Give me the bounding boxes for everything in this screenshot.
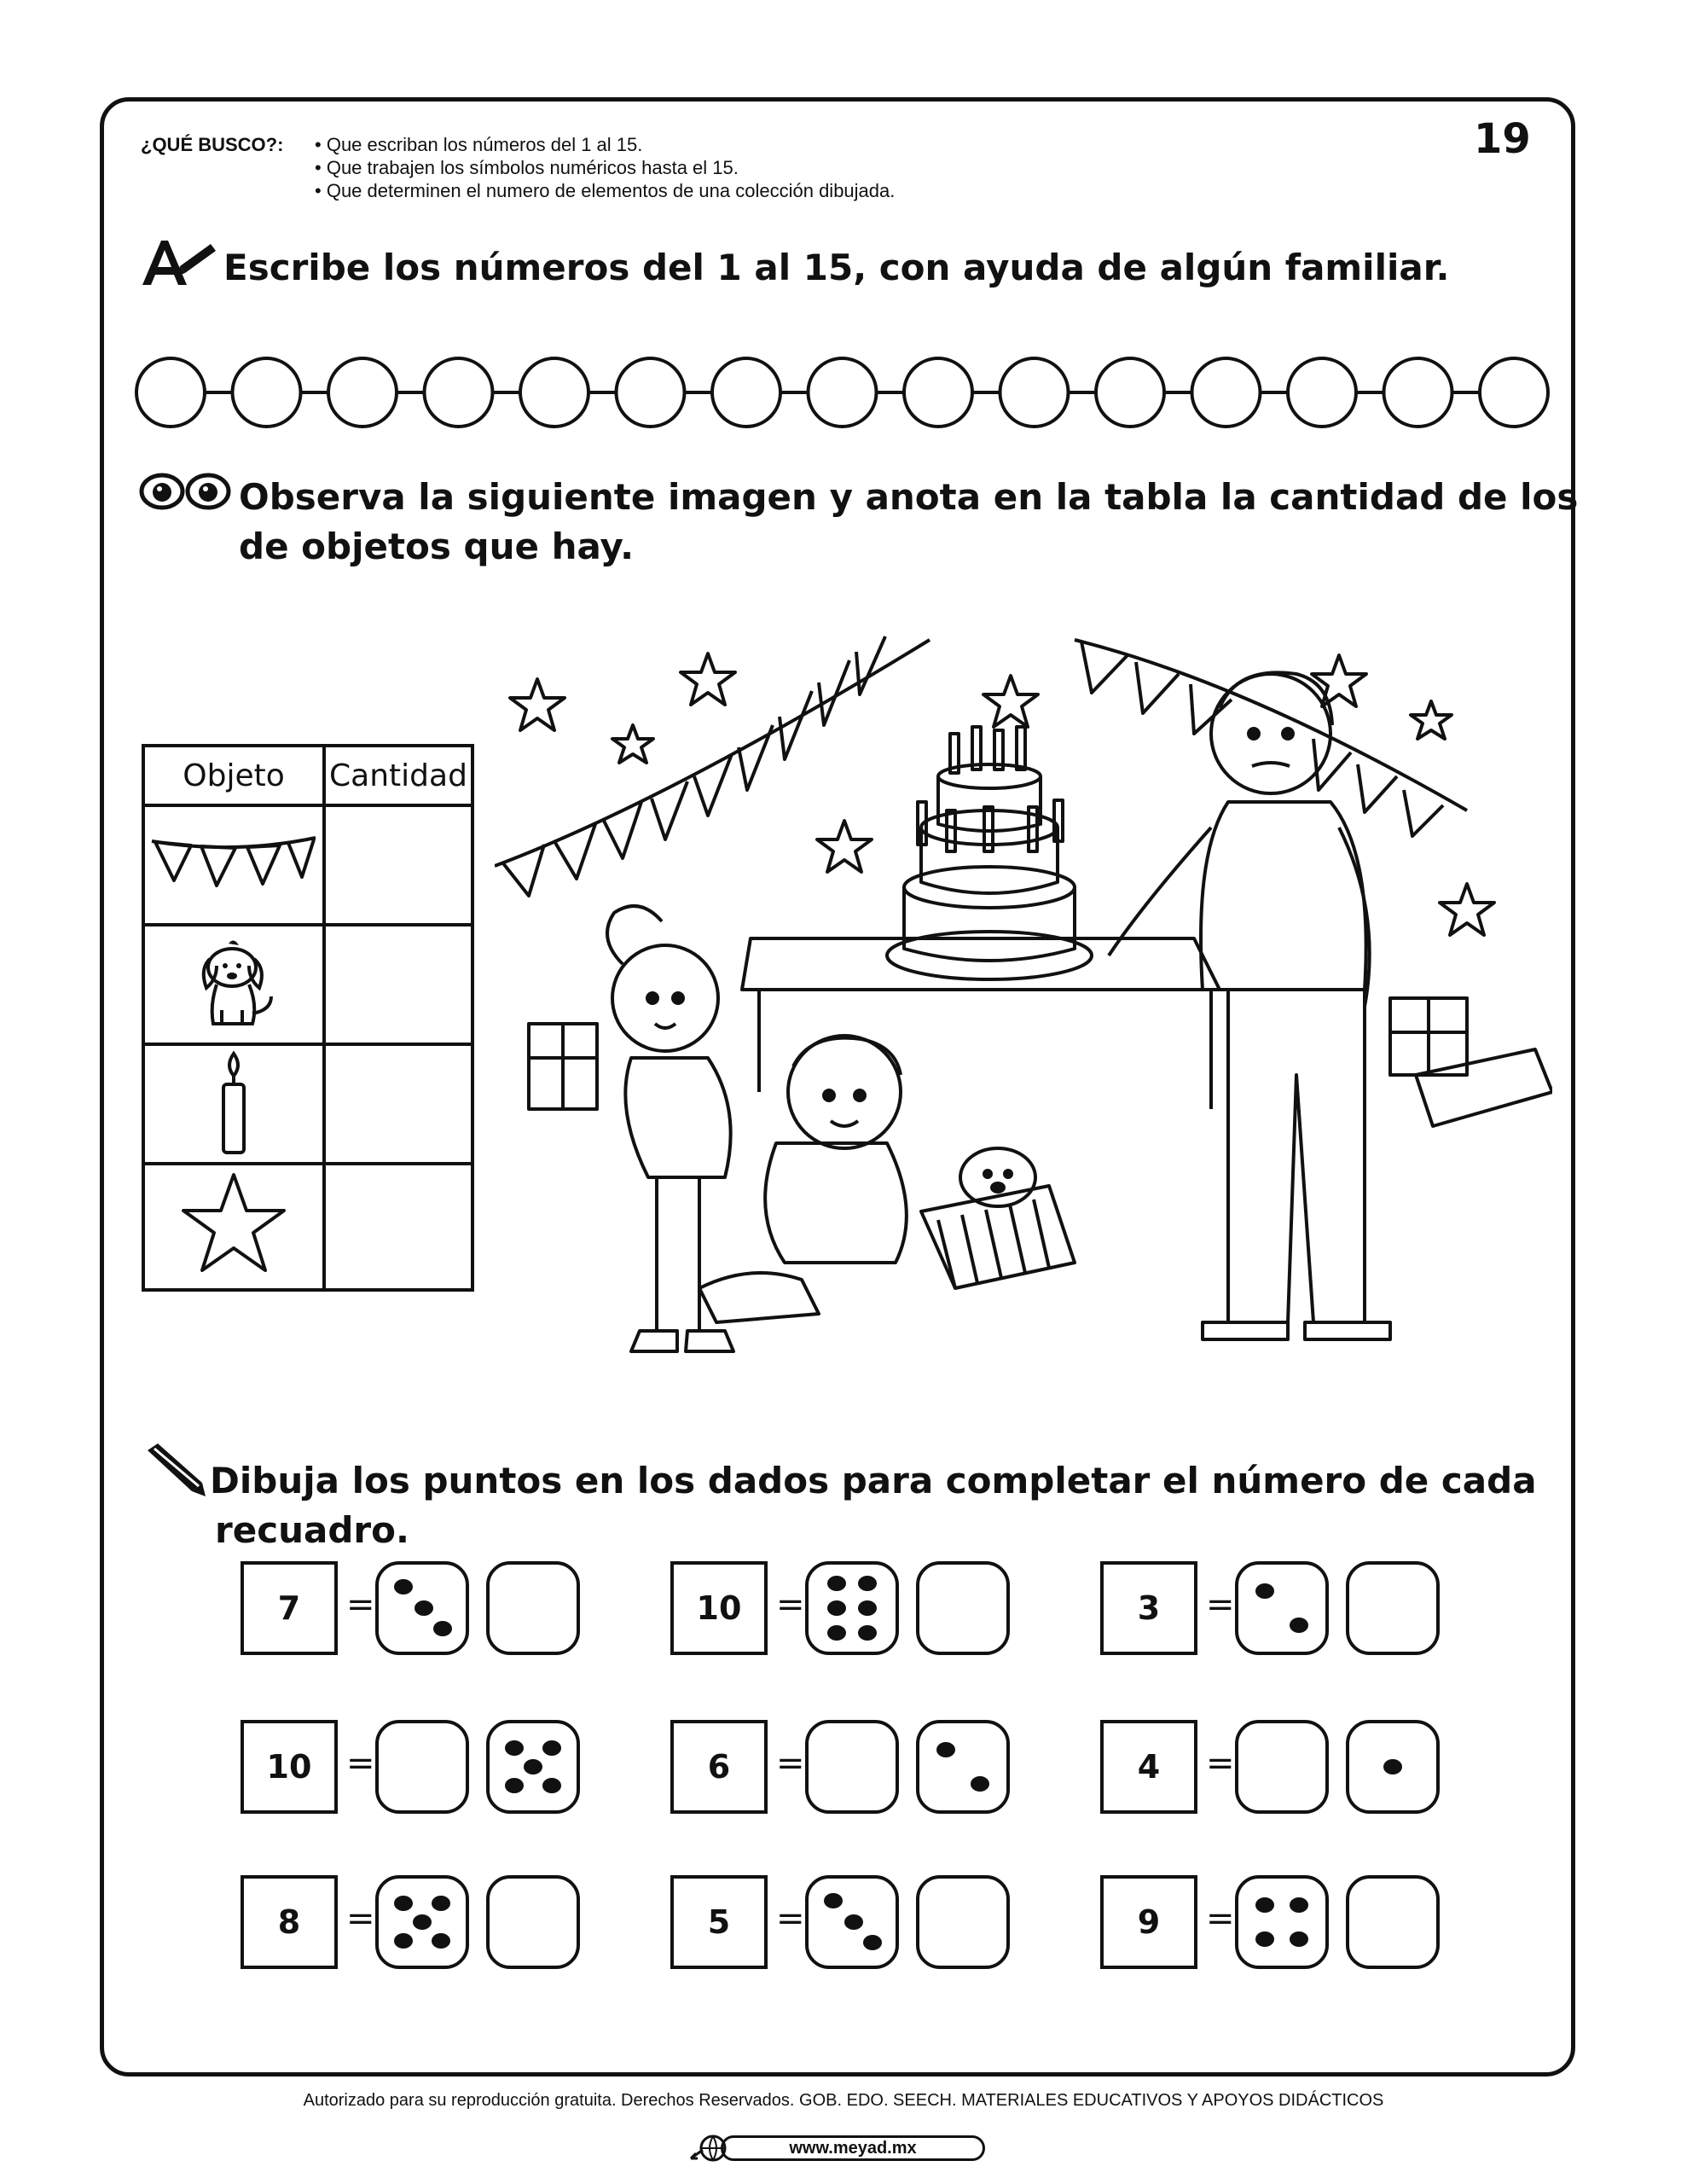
- number-circle[interactable]: [904, 358, 972, 427]
- star-icon: [178, 1170, 289, 1281]
- die-pip: [542, 1740, 561, 1756]
- bunting-flags-icon: [148, 829, 319, 897]
- die-pip: [1290, 1618, 1308, 1633]
- die-pip: [542, 1778, 561, 1793]
- die-box[interactable]: [805, 1561, 899, 1655]
- die-pip: [1290, 1931, 1308, 1947]
- die-box[interactable]: [1346, 1875, 1440, 1969]
- die-pip: [827, 1576, 846, 1591]
- die-pip: [394, 1579, 413, 1594]
- number-box: 3: [1100, 1561, 1197, 1655]
- die-pip: [432, 1896, 450, 1911]
- die-pip: [1290, 1897, 1308, 1913]
- die-pip: [524, 1759, 542, 1774]
- footer-copyright: Autorizado para su reproducción gratuita. Derechos Reservados. GOB. EDO. SEECH. MATERIALES EDUCATIVOS Y APOYOS DIDÁCTICOS: [303, 2091, 1384, 2110]
- die-box[interactable]: [805, 1720, 899, 1814]
- die-pip: [827, 1600, 846, 1616]
- number-box: 7: [241, 1561, 338, 1655]
- object-cell: [143, 1164, 324, 1290]
- die-box[interactable]: [805, 1875, 899, 1969]
- goal-item: • Que trabajen los símbolos numéricos hasta el 15.: [315, 156, 1168, 179]
- die-pip: [1383, 1759, 1402, 1774]
- number-circle[interactable]: [1000, 358, 1069, 427]
- die-pip: [827, 1625, 846, 1641]
- equals-sign: =: [1206, 1899, 1235, 1938]
- table-row: [143, 1044, 472, 1164]
- die-pip: [863, 1935, 882, 1950]
- instruction-a: Escribe los números del 1 al 15, con ayuda de algún familiar.: [223, 247, 1450, 288]
- quantity-cell[interactable]: [324, 1044, 472, 1164]
- number-circle[interactable]: [712, 358, 780, 427]
- quantity-cell[interactable]: [324, 805, 472, 925]
- quantity-cell[interactable]: [324, 925, 472, 1044]
- object-cell: [143, 925, 324, 1044]
- equals-sign: =: [776, 1744, 805, 1783]
- instruction-b-line2: de objetos que hay.: [239, 526, 635, 567]
- number-circle[interactable]: [233, 358, 301, 427]
- die-box[interactable]: [1346, 1561, 1440, 1655]
- equals-sign: =: [346, 1585, 375, 1624]
- die-box[interactable]: [1346, 1720, 1440, 1814]
- equals-sign: =: [776, 1899, 805, 1938]
- die-pip: [971, 1776, 989, 1792]
- die-pip: [505, 1740, 524, 1756]
- die-pip: [844, 1914, 863, 1930]
- number-circle[interactable]: [1288, 358, 1356, 427]
- number-box: 10: [670, 1561, 768, 1655]
- die-box[interactable]: [916, 1875, 1010, 1969]
- header-cantidad: Cantidad: [324, 746, 472, 805]
- goal-item: • Que escriban los números del 1 al 15.: [315, 133, 1168, 156]
- number-circle[interactable]: [809, 358, 877, 427]
- birthday-party-illustration: [495, 631, 1552, 1382]
- quantity-cell[interactable]: [324, 1164, 472, 1290]
- goals-label: ¿QUÉ BUSCO?:: [141, 134, 284, 155]
- objects-table: [142, 744, 474, 1292]
- die-pip: [1255, 1897, 1274, 1913]
- die-pip: [858, 1625, 877, 1641]
- table-row: [143, 925, 472, 1044]
- number-circle[interactable]: [617, 358, 685, 427]
- number-circle[interactable]: [520, 358, 588, 427]
- number-circle[interactable]: [1192, 358, 1261, 427]
- equals-sign: =: [1206, 1585, 1235, 1624]
- table-header-row: [143, 746, 472, 805]
- die-box[interactable]: [375, 1875, 469, 1969]
- goal-item: • Que determinen el numero de elementos de una colección dibujada.: [315, 179, 1168, 202]
- equals-sign: =: [346, 1744, 375, 1783]
- die-pip: [394, 1933, 413, 1949]
- die-pip: [824, 1893, 843, 1908]
- number-box: 4: [1100, 1720, 1197, 1814]
- number-box: 8: [241, 1875, 338, 1969]
- die-box[interactable]: [916, 1720, 1010, 1814]
- die-pip: [433, 1621, 452, 1636]
- number-circle[interactable]: [136, 358, 205, 427]
- goals-list: [315, 133, 1168, 202]
- die-pip: [1255, 1931, 1274, 1947]
- number-circle[interactable]: [1384, 358, 1452, 427]
- instruction-c-line1: Dibuja los puntos en los dados para completar el número de cada: [210, 1460, 1537, 1502]
- object-cell: [143, 1044, 324, 1164]
- die-pip: [413, 1914, 432, 1930]
- number-box: 9: [1100, 1875, 1197, 1969]
- number-circle[interactable]: [1096, 358, 1164, 427]
- die-box[interactable]: [486, 1561, 580, 1655]
- die-pip: [415, 1600, 433, 1616]
- die-pip: [394, 1896, 413, 1911]
- die-box[interactable]: [916, 1561, 1010, 1655]
- page-number: 19: [1474, 115, 1531, 163]
- letter-a-pencil-icon: [139, 237, 217, 288]
- equals-sign: =: [346, 1899, 375, 1938]
- die-pip: [858, 1576, 877, 1591]
- die-box[interactable]: [1235, 1561, 1329, 1655]
- die-box[interactable]: [1235, 1875, 1329, 1969]
- die-box[interactable]: [486, 1720, 580, 1814]
- die-box[interactable]: [1235, 1720, 1329, 1814]
- die-box[interactable]: [375, 1720, 469, 1814]
- candle-icon: [208, 1047, 259, 1158]
- eyes-icon: [139, 472, 231, 511]
- pencil-icon: [139, 1442, 207, 1498]
- die-box[interactable]: [375, 1561, 469, 1655]
- number-box: 5: [670, 1875, 768, 1969]
- equals-sign: =: [776, 1585, 805, 1624]
- equals-sign: =: [1206, 1744, 1235, 1783]
- number-box: 10: [241, 1720, 338, 1814]
- object-cell: [143, 805, 324, 925]
- number-circle[interactable]: [425, 358, 493, 427]
- table-row: [143, 1164, 472, 1290]
- header-objeto: Objeto: [143, 746, 324, 805]
- number-box: 6: [670, 1720, 768, 1814]
- puppy-icon: [183, 932, 285, 1034]
- instruction-c-line2: recuadro.: [215, 1509, 409, 1551]
- number-circle[interactable]: [1480, 358, 1548, 427]
- number-circle[interactable]: [328, 358, 397, 427]
- die-box[interactable]: [486, 1875, 580, 1969]
- die-pip: [1255, 1583, 1274, 1599]
- die-pip: [858, 1600, 877, 1616]
- instruction-b-line1: Observa la siguiente imagen y anota en la tabla la cantidad de los: [239, 476, 1579, 518]
- die-pip: [505, 1778, 524, 1793]
- die-pip: [936, 1742, 955, 1757]
- footer-url[interactable]: www.meyad.mx: [721, 2135, 985, 2161]
- table-row: [143, 805, 472, 925]
- die-pip: [432, 1933, 450, 1949]
- number-circles-row: [135, 354, 1551, 431]
